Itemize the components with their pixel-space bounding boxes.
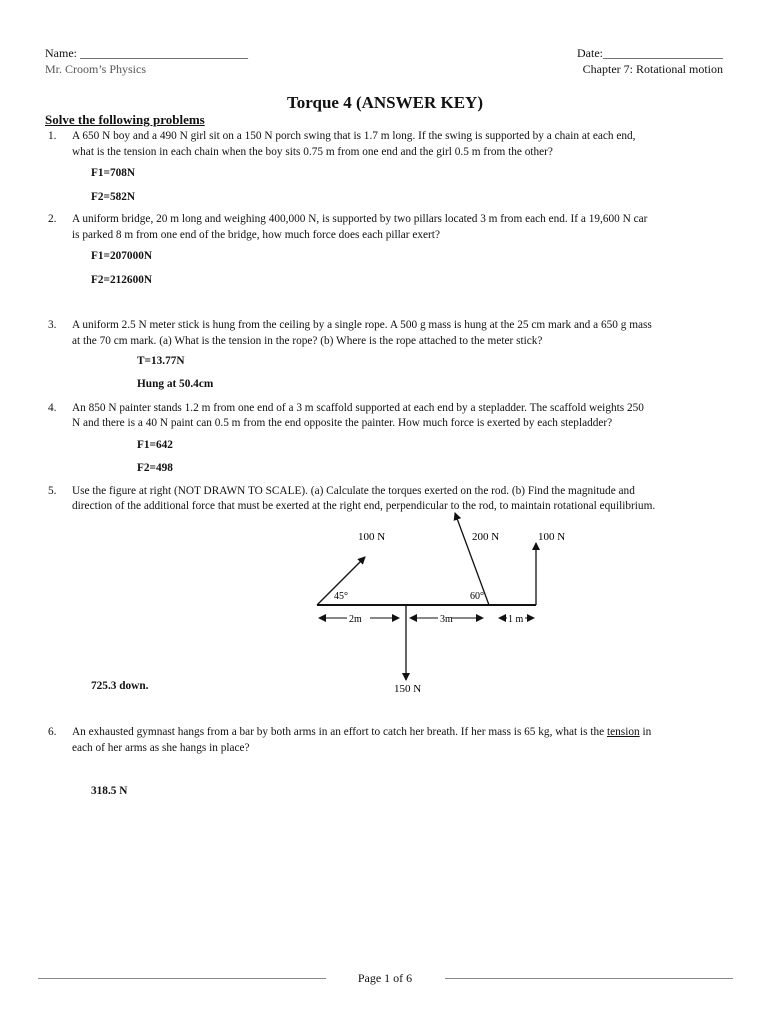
- footer-rule-right: [445, 978, 733, 979]
- problem-2-number: 2.: [48, 213, 57, 225]
- angle-left-label: 45°: [334, 591, 348, 602]
- problem-3-line-1: A uniform 2.5 N meter stick is hung from the ceiling by a single rope. A 500 g mass is hung at the 25 cm mark and a 650 g mass: [72, 319, 652, 331]
- page-title: Torque 4 (ANSWER KEY): [286, 93, 483, 112]
- problem-2-answer-2: F2=212600N: [91, 274, 153, 286]
- dist-1-label: 2m: [349, 614, 362, 625]
- dist-2-label: 3m: [440, 614, 453, 625]
- problem-6-underlined-word: tension: [607, 726, 640, 738]
- date-field-label: Date:____________________: [577, 46, 723, 60]
- problem-4-number: 4.: [48, 402, 57, 414]
- problem-4-line-1: An 850 N painter stands 1.2 m from one end of a 3 m scaffold supported at each end by a stepladder. The scaffold weights 250: [72, 402, 644, 414]
- page-number: Page 1 of 6: [357, 971, 413, 985]
- problem-2-line-2: is parked 8 m from one end of the bridge, how much force does each pillar exert?: [72, 229, 440, 241]
- problem-1-answer-1: F1=708N: [91, 167, 136, 179]
- problem-1-line-2: what is the tension in each chain when the boy sits 0.75 m from one end and the girl 0.5 m from the other?: [72, 146, 553, 158]
- force-left-label: 100 N: [358, 531, 386, 543]
- problem-5-line-1: Use the figure at right (NOT DRAWN TO SCALE). (a) Calculate the torques exerted on the rod. (b) Find the magnitude and: [72, 485, 635, 497]
- problem-6-line-1: [72, 724, 732, 740]
- force-right-label: 100 N: [538, 531, 566, 543]
- problem-3-answer-1: T=13.77N: [137, 355, 185, 367]
- problem-3-number: 3.: [48, 319, 57, 331]
- problem-4-line-2: N and there is a 40 N paint can 0.5 m from the end opposite the painter. How much force is exerted by each stepladder?: [72, 417, 613, 429]
- problem-1-line-1: A 650 N boy and a 490 N girl sit on a 150 N porch swing that is 1.7 m long. If the swing is supported by a chain at each end,: [72, 130, 636, 142]
- problem-1-answer-2: F2=582N: [91, 191, 136, 203]
- problem-6-line-1-post: in: [639, 726, 652, 738]
- problem-4-answer-2: F2=498: [137, 462, 173, 474]
- section-heading: Solve the following problems: [45, 112, 205, 127]
- teacher-label: Mr. Croom’s Physics: [45, 62, 147, 76]
- dist-3-label: 1 m: [508, 614, 524, 625]
- problem-6-line-2: each of her arms as she hangs in place?: [72, 742, 250, 754]
- problem-3-line-2: at the 70 cm mark. (a) What is the tension in the rope? (b) Where is the rope attached to the meter stick?: [72, 335, 543, 347]
- force-mid-label: 200 N: [472, 531, 500, 543]
- torque-figure: [300, 505, 580, 700]
- problem-5-answer-1: 725.3 down.: [91, 680, 149, 692]
- problem-2-answer-1: F1=207000N: [91, 250, 153, 262]
- problem-2-line-1: A uniform bridge, 20 m long and weighing 400,000 N, is supported by two pillars located 3 m from each end. If a 19,600 N car: [72, 213, 648, 225]
- problem-6-number: 6.: [48, 726, 57, 738]
- problem-5-number: 5.: [48, 485, 57, 497]
- problem-6-line-1-pre: An exhausted gymnast hangs from a bar by both arms in an effort to catch her breath. If her mass is 65 kg, what is the: [72, 726, 607, 738]
- problem-3-answer-2: Hung at 50.4cm: [137, 378, 214, 390]
- problem-6-answer-1: 318.5 N: [91, 785, 128, 797]
- chapter-label: Chapter 7: Rotational motion: [582, 62, 723, 76]
- angle-mid-label: 60°: [470, 591, 484, 602]
- problem-1-number: 1.: [48, 130, 57, 142]
- force-down-label: 150 N: [394, 683, 422, 695]
- problem-4-answer-1: F1=642: [137, 439, 173, 451]
- name-field-label: Name: ____________________________: [45, 46, 248, 60]
- problem-5-line-2: direction of the additional force that must be exerted at the right end, perpendicular to the rod, to maintain rotational equilibrium.: [72, 500, 656, 512]
